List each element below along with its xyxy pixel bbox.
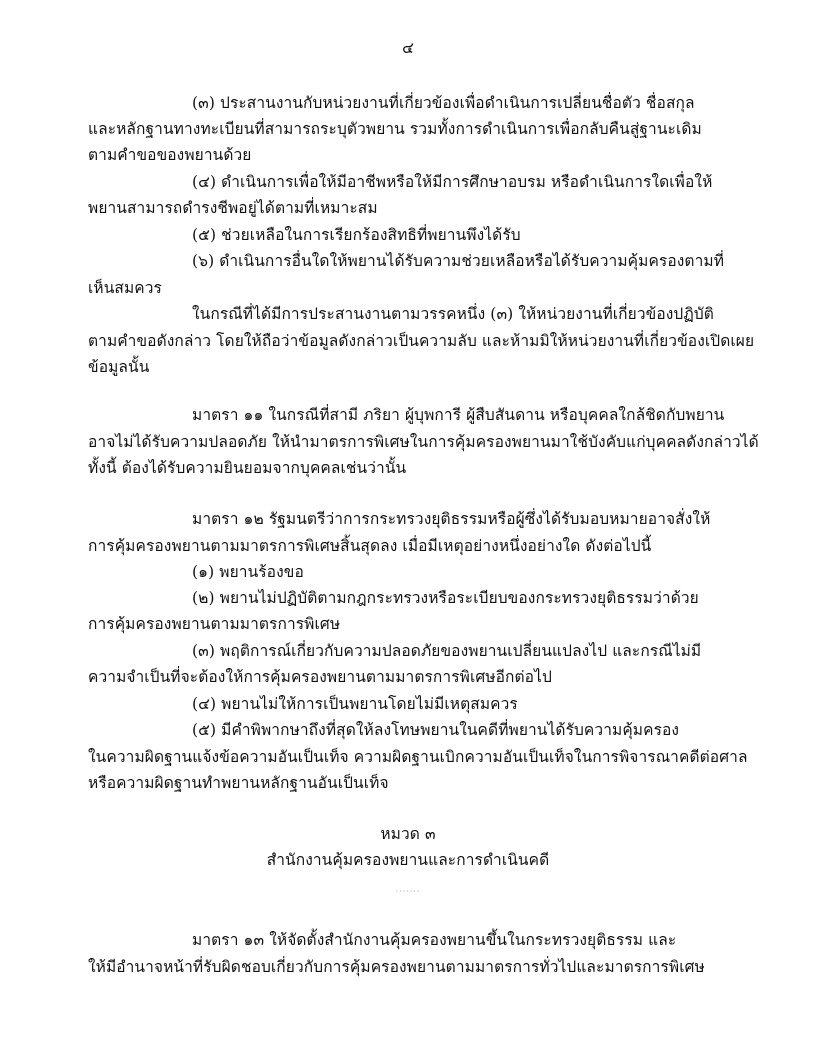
sec13-line1: มาตรา ๑๓ ให้จัดตั้งสำนักงานคุ้มครองพยานขึ้นในกระทรวงยุติธรรม และ [192,931,677,949]
sec11-line2: อาจไม่ได้รับความปลอดภัย ให้นำมาตรการพิเศษในการคุ้มครองพยานมาใช้บังคับแก่บุคคลดังกล่าวได้ [88,433,759,451]
sec10-paragraph-line2: ตามคำขอดังกล่าว โดยให้ถือว่าข้อมูลดังกล่าวเป็นความลับ และห้ามมิให้หน่วยงานที่เกี่ยวข้องเปิดเผย [88,332,755,350]
sec10-item6-line1: (๖) ดำเนินการอื่นใดให้พยานได้รับความช่วยเหลือหรือได้รับความคุ้มครองตามที่ [192,252,725,270]
sec11-line1: มาตรา ๑๑ ในกรณีที่สามี ภริยา ผู้บุพการี ผู้สืบสันดาน หรือบุคคลใกล้ชิดกับพยาน [192,406,725,424]
sec10-item4-line2: พยานสามารถดำรงชีพอยู่ได้ตามที่เหมาะสม [88,199,378,217]
sec10-item3-line2: และหลักฐานทางทะเบียนที่สามารถระบุตัวพยาน รวมทั้งการดำเนินการเพื่อกลับคืนสู่ฐานะเดิม [88,120,702,138]
page-number: ๔ [402,39,414,57]
sec12-item5-line3: หรือความผิดฐานทำพยานหลักฐานอันเป็นเท็จ [88,774,389,792]
sec12-line2: การคุ้มครองพยานตามมาตรการพิเศษสิ้นสุดลง เมื่อมีเหตุอย่างหนึ่งอย่างใด ดังต่อไปนี้ [88,537,652,555]
sec12-item3-line1: (๓) พฤติการณ์เกี่ยวกับความปลอดภัยของพยานเปลี่ยนแปลงไป และกรณีไม่มี [192,642,702,660]
chapter-divider: ······· [395,887,421,896]
sec10-paragraph-line3: ข้อมูลนั้น [88,358,150,376]
sec10-item4-line1: (๔) ดำเนินการเพื่อให้มีอาชีพหรือให้มีการศึกษาอบรม หรือดำเนินการใดเพื่อให้ [192,173,713,191]
sec12-item2-line1: (๒) พยานไม่ปฏิบัติตามกฎกระทรวงหรือระเบียบของกระทรวงยุติธรรมว่าด้วย [192,589,699,607]
sec10-item3-line3: ตามคำขอของพยานด้วย [88,146,252,164]
sec10-paragraph-line1: ในกรณีที่ได้มีการประสานงานตามวรรคหนึ่ง (๓) ให้หน่วยงานที่เกี่ยวข้องปฏิบัติ [192,305,714,323]
sec12-item3-line2: ความจำเป็นที่จะต้องให้การคุ้มครองพยานตามมาตรการพิเศษอีกต่อไป [88,668,552,686]
sec12-item2-line2: การคุ้มครองพยานตามมาตรการพิเศษ [88,615,341,633]
sec10-item3-line1: (๓) ประสานงานกับหน่วยงานที่เกี่ยวข้องเพื่อดำเนินการเปลี่ยนชื่อตัว ชื่อสกุล [192,94,695,112]
sec12-item1: (๑) พยานร้องขอ [192,563,304,581]
sec12-item4: (๔) พยานไม่ให้การเป็นพยานโดยไม่มีเหตุสมควร [192,695,518,713]
sec12-item5-line1: (๕) มีคำพิพากษาถึงที่สุดให้ลงโทษพยานในคดีที่พยานได้รับความคุ้มครอง [192,721,680,739]
sec10-item6-line2: เห็นสมควร [88,279,162,297]
sec11-line3: ทั้งนี้ ต้องได้รับความยินยอมจากบุคคลเช่นว่านั้น [88,459,407,477]
chapter-subtitle: สำนักงานคุ้มครองพยานและการดำเนินคดี [266,851,550,869]
sec13-line2: ให้มีอำนาจหน้าที่รับผิดชอบเกี่ยวกับการคุ้มครองพยานตามมาตรการทั่วไปและมาตรการพิเศษ [88,958,705,976]
chapter-title: หมวด ๓ [380,825,436,843]
sec12-item5-line2: ในความผิดฐานแจ้งข้อความอันเป็นเท็จ ความผิดฐานเบิกความอันเป็นเท็จในการพิจารณาคดีต่อศาล [88,748,748,766]
sec12-line1: มาตรา ๑๒ รัฐมนตรีว่าการกระทรวงยุติธรรมหรือผู้ซึ่งได้รับมอบหมายอาจสั่งให้ [192,510,711,528]
sec10-item5: (๕) ช่วยเหลือในการเรียกร้องสิทธิที่พยานพึงได้รับ [192,226,521,244]
